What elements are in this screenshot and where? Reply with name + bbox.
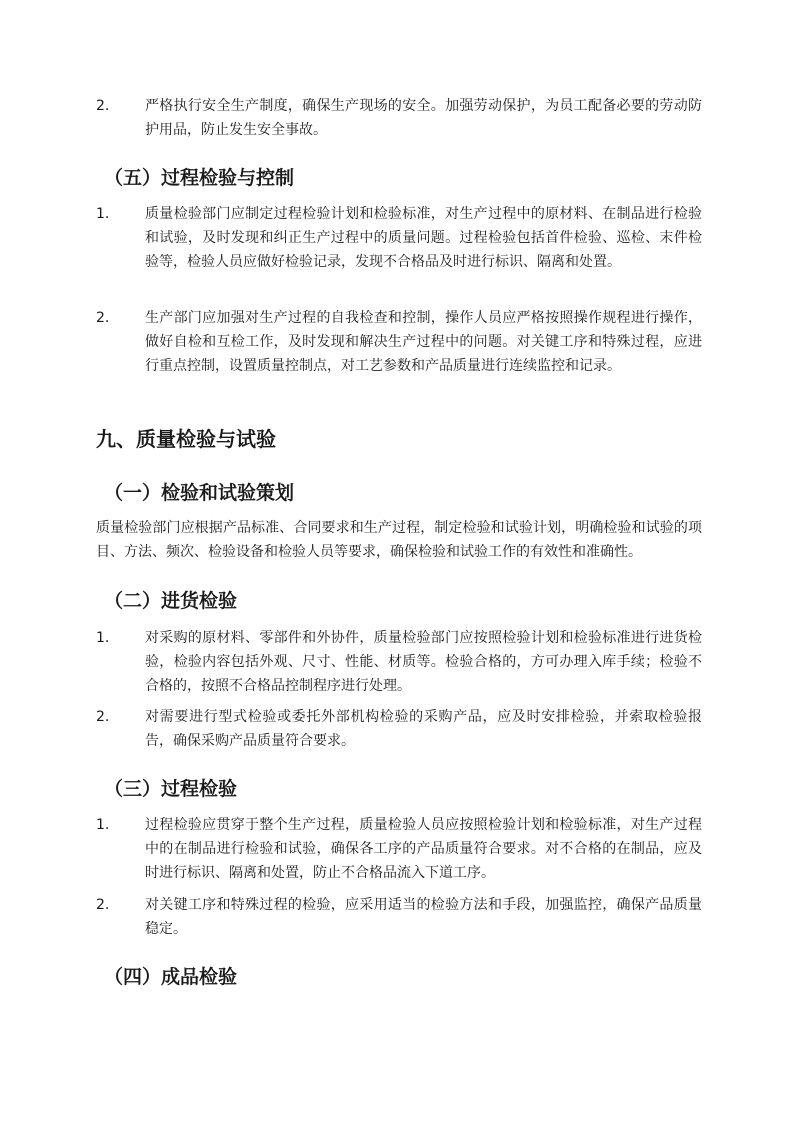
section-heading-1: （一）检验和试验策划 — [104, 482, 295, 504]
list-item — [96, 626, 702, 698]
list-text: 过程检验应贯穿于整个生产过程，质量检验人员应按照检验计划和检验标准，对生产过程中的在制品进行检验和试验，确保各工序的产品质量符合要求。对不合格的在制品，应及时进行标识、隔离和处置，防止不合格品流入下道工序。 — [145, 817, 702, 881]
list-item — [96, 813, 702, 885]
list-item — [96, 705, 702, 753]
section-heading-5: （五）过程检验与控制 — [104, 167, 295, 189]
list-number: 2. — [96, 98, 110, 114]
list-number: 2. — [96, 897, 110, 913]
list-text: 严格执行安全生产制度，确保生产现场的安全。加强劳动保护，为员工配备必要的劳动防护用品，防止发生安全事故。 — [145, 98, 702, 138]
list-text: 生产部门应加强对生产过程的自我检查和控制，操作人员应严格按照操作规程进行操作，做好自检和互检工作，及时发现和解决生产过程中的问题。对关键工序和特殊过程，应进行重点控制，设置质量控制点，对工艺参数和产品质量进行连续监控和记录。 — [145, 310, 702, 374]
list-number: 1. — [96, 630, 110, 646]
list-number: 1. — [96, 206, 110, 222]
section-heading-2: （二）进货检验 — [104, 590, 238, 612]
section-paragraph: 质量检验部门应根据产品标准、合同要求和生产过程，制定检验和试验计划，明确检验和试验的项目、方法、频次、检验设备和检验人员等要求，确保检验和试验工作的有效性和准确性。 — [96, 520, 702, 560]
list-text: 对采购的原材料、零部件和外协件，质量检验部门应按照检验计划和检验标准进行进货检验，检验内容包括外观、尺寸、性能、材质等。检验合格的，方可办理入库手续；检验不合格的，按照不合格品控制程序进行处理。 — [145, 630, 702, 694]
section-heading-3: （三）过程检验 — [104, 778, 238, 800]
list-text: 质量检验部门应制定过程检验计划和检验标准，对生产过程中的原材料、在制品进行检验和试验，及时发现和纠正生产过程中的质量问题。过程检验包括首件检验、巡检、末件检验等，检验人员应做好检验记录，发现不合格品及时进行标识、隔离和处置。 — [145, 206, 702, 270]
list-item — [96, 893, 702, 941]
list-number: 1. — [96, 817, 110, 833]
list-text: 对需要进行型式检验或委托外部机构检验的采购产品，应及时安排检验，并索取检验报告，确保采购产品质量符合要求。 — [145, 709, 702, 749]
section-heading-4: （四）成品检验 — [104, 966, 238, 988]
list-text: 对关键工序和特殊过程的检验，应采用适当的检验方法和手段，加强监控，确保产品质量稳定。 — [145, 897, 702, 937]
list-item — [96, 202, 702, 274]
list-number: 2. — [96, 709, 110, 725]
chapter-heading-9: 九、质量检验与试验 — [96, 427, 276, 451]
list-item — [96, 306, 702, 378]
list-number: 2. — [96, 310, 110, 326]
list-item — [96, 94, 702, 142]
